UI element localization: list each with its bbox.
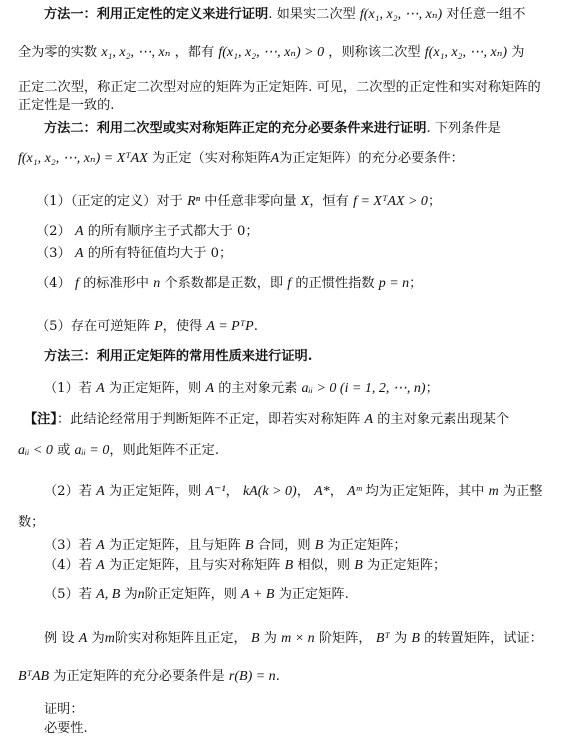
condition-5: （5）存在可逆矩阵 P，使得 A = PᵀP.	[36, 319, 258, 334]
condition-2: （2） A 的所有顺序主子式都大于 0；	[36, 224, 259, 239]
method2-line2: f(x₁, x₂, ⋯, xₙ) = XᵀAX 为正定（实对称矩阵A为正定矩阵）的充分必要条件：	[18, 151, 464, 166]
method1-line2: 全为零的实数 x₁, x₂, ⋯, xₙ ，都有 f(x₁, x₂, ⋯, xₙ) > 0 ，则称该二次型 f(x₁, x₂, ⋯, xₙ) 为	[18, 45, 525, 60]
property-2-cont: 数；	[18, 515, 45, 530]
property-1: （1）若 A 为正定矩阵，则 A 的主对象元素 aᵢᵢ > 0 (i = 1, 2, ⋯, n)；	[44, 381, 439, 396]
note-line1: 【注】：此结论经常用于判断矩阵不正定，即若实对称矩阵 A 的主对象元素出现某个	[24, 412, 510, 427]
method1-heading: 方法一：利用正定性的定义来进行证明	[44, 7, 269, 22]
example-line2: BᵀAB 为正定矩阵的充分必要条件是 r(B) = n.	[18, 669, 280, 684]
proof-label: 证明：	[44, 702, 84, 717]
property-3: （3）若 A 为正定矩阵，且与矩阵 B 合同，则 B 为正定矩阵；	[44, 538, 407, 553]
note-line2: aᵢᵢ < 0 或 aᵢᵢ = 0，则此矩阵不正定.	[18, 443, 220, 458]
property-4: （4）若 A 为正定矩阵，且与实对称矩阵 B 相似，则 B 为正定矩阵；	[44, 558, 447, 573]
method1-line1: 方法一：利用正定性的定义来进行证明. 如果实二次型 f(x₁, x₂, ⋯, xₙ) 对任意一组不	[44, 7, 526, 22]
condition-4: （4） f 的标准形中 n 个系数都是正数，即 f 的正惯性指数 p = n；	[36, 276, 423, 291]
formula: f(x₁, x₂, ⋯, xₙ)	[359, 7, 443, 22]
method3-heading: 方法三：利用正定矩阵的常用性质来进行证明.	[44, 349, 313, 364]
property-2: （2）若 A 为正定矩阵，则 A⁻¹， kA(k > 0)， A*， Aᵐ 均为正定矩阵，其中 m 为正整	[44, 484, 543, 499]
note-tag: 【注】	[24, 412, 57, 427]
property-5: （5）若 A, B 为n阶正定矩阵，则 A + B 为正定矩阵.	[44, 587, 349, 602]
method1-line3: 正定二次型，称正定二次型对应的矩阵为正定矩阵. 可见，二次型的正定性和实对称矩阵的	[18, 80, 541, 95]
example-line1: 例 设 A 为m阶实对称矩阵且正定， B 为 m × n 阶矩阵， Bᵀ 为 B 的转置矩阵，试证：	[44, 631, 543, 646]
necessity-label: 必要性.	[44, 721, 88, 736]
condition-3: （3） A 的所有特征值均大于 0；	[36, 246, 233, 261]
method1-line4: 正定性是一致的.	[18, 98, 115, 113]
condition-1: （1）（正定的定义）对于 Rⁿ 中任意非零向量 X，恒有 f = XᵀAX > 0；	[36, 194, 442, 209]
method2-line1: 方法二：利用二次型或实对称矩阵正定的充分必要条件来进行证明. 下列条件是	[44, 121, 501, 136]
method2-heading: 方法二：利用二次型或实对称矩阵正定的充分必要条件来进行证明	[44, 121, 427, 136]
